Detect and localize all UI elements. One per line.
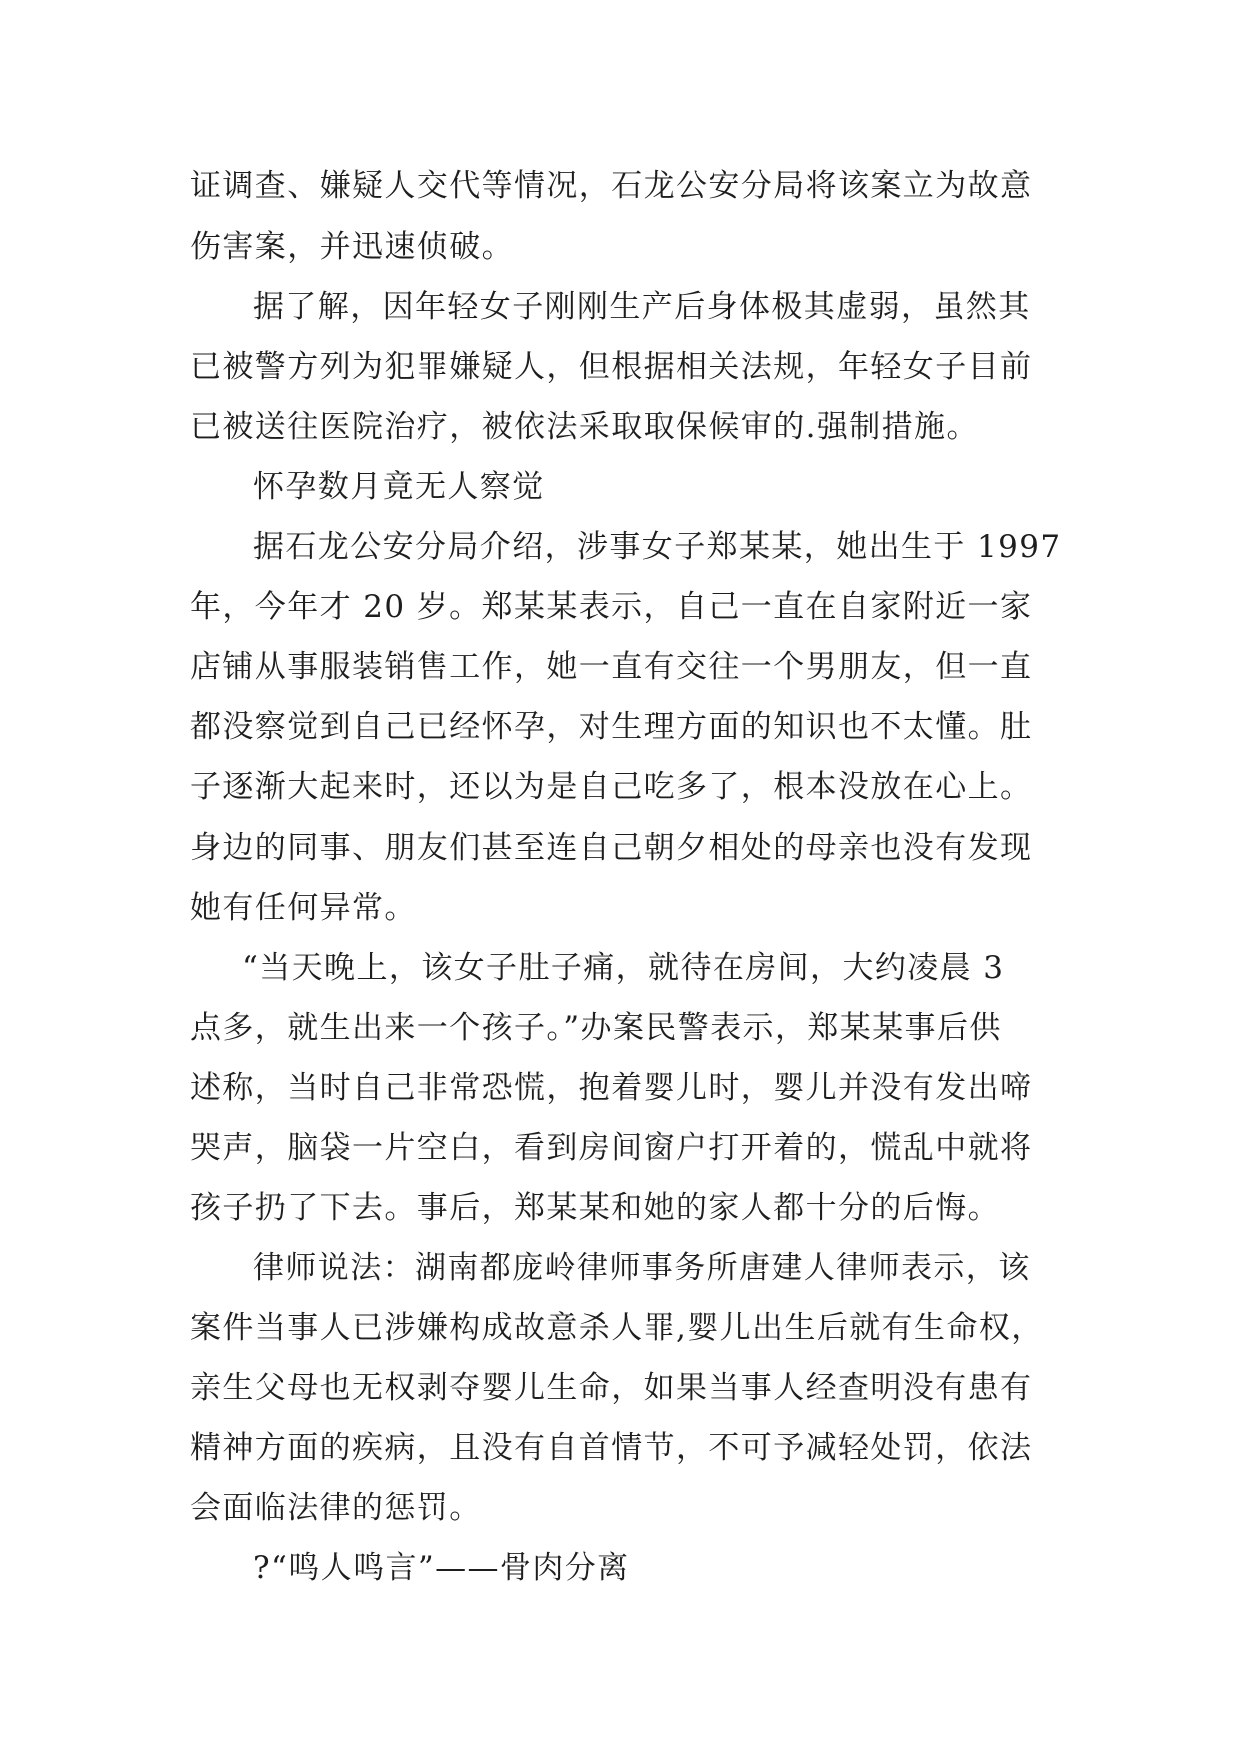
section-heading: 怀孕数月竟无人察觉 [253,469,545,505]
text-line: 都没察觉到自己已经怀孕，对生理方面的知识也不太懂。肚 [190,709,1033,745]
text-line: 她有任何异常。 [190,890,417,926]
text-line: 亲生父母也无权剥夺婴儿生命，如果当事人经查明没有患有 [190,1370,1033,1406]
text-line: 律师说法：湖南都庞岭律师事务所唐建人律师表示，该 [253,1250,1031,1286]
text-line: 精神方面的疾病，且没有自首情节，不可予减轻处罚，依法 [190,1430,1033,1466]
text-line: 述称，当时自己非常恐慌，抱着婴儿时，婴儿并没有发出啼 [190,1070,1033,1106]
text-line: 伤害案，并迅速侦破。 [190,229,514,265]
text-line: 案件当事人已涉嫌构成故意杀人罪,婴儿出生后就有生命权， [190,1310,1044,1346]
text-line: 身边的同事、朋友们甚至连自己朝夕相处的母亲也没有发现 [190,830,1033,866]
text-line: 哭声，脑袋一片空白，看到房间窗户打开着的，慌乱中就将 [190,1130,1033,1166]
text-line: 会面临法律的惩罚。 [190,1490,482,1526]
text-line: 已被送往医院治疗，被依法采取取保候审的.强制措施。 [190,409,979,445]
text-line: 子逐渐大起来时，还以为是自己吃多了，根本没放在心上。 [190,769,1033,805]
text-line: 据了解，因年轻女子刚刚生产后身体极其虚弱，虽然其 [253,289,1031,325]
text-line: 年，今年才 20 岁。郑某某表示，自己一直在自家附近一家 [190,589,1033,625]
text-line: 证调查、嫌疑人交代等情况，石龙公安分局将该案立为故意 [190,168,1033,204]
text-line: 已被警方列为犯罪嫌疑人，但根据相关法规，年轻女子目前 [190,349,1033,385]
text-line: 店铺从事服装销售工作，她一直有交往一个男朋友，但一直 [190,649,1033,685]
text-line: 点多，就生出来一个孩子。”办案民警表示，郑某某事后供 [190,1010,1002,1046]
text-line: 据石龙公安分局介绍，涉事女子郑某某，她出生于 1997 [253,529,1062,565]
text-line: “当天晚上，该女子肚子痛，就待在房间，大约凌晨 3 [242,950,1005,986]
text-line: 孩子扔了下去。事后，郑某某和她的家人都十分的后悔。 [190,1190,1000,1226]
section-heading: ?“鸣人鸣言”——骨肉分离 [253,1550,630,1586]
